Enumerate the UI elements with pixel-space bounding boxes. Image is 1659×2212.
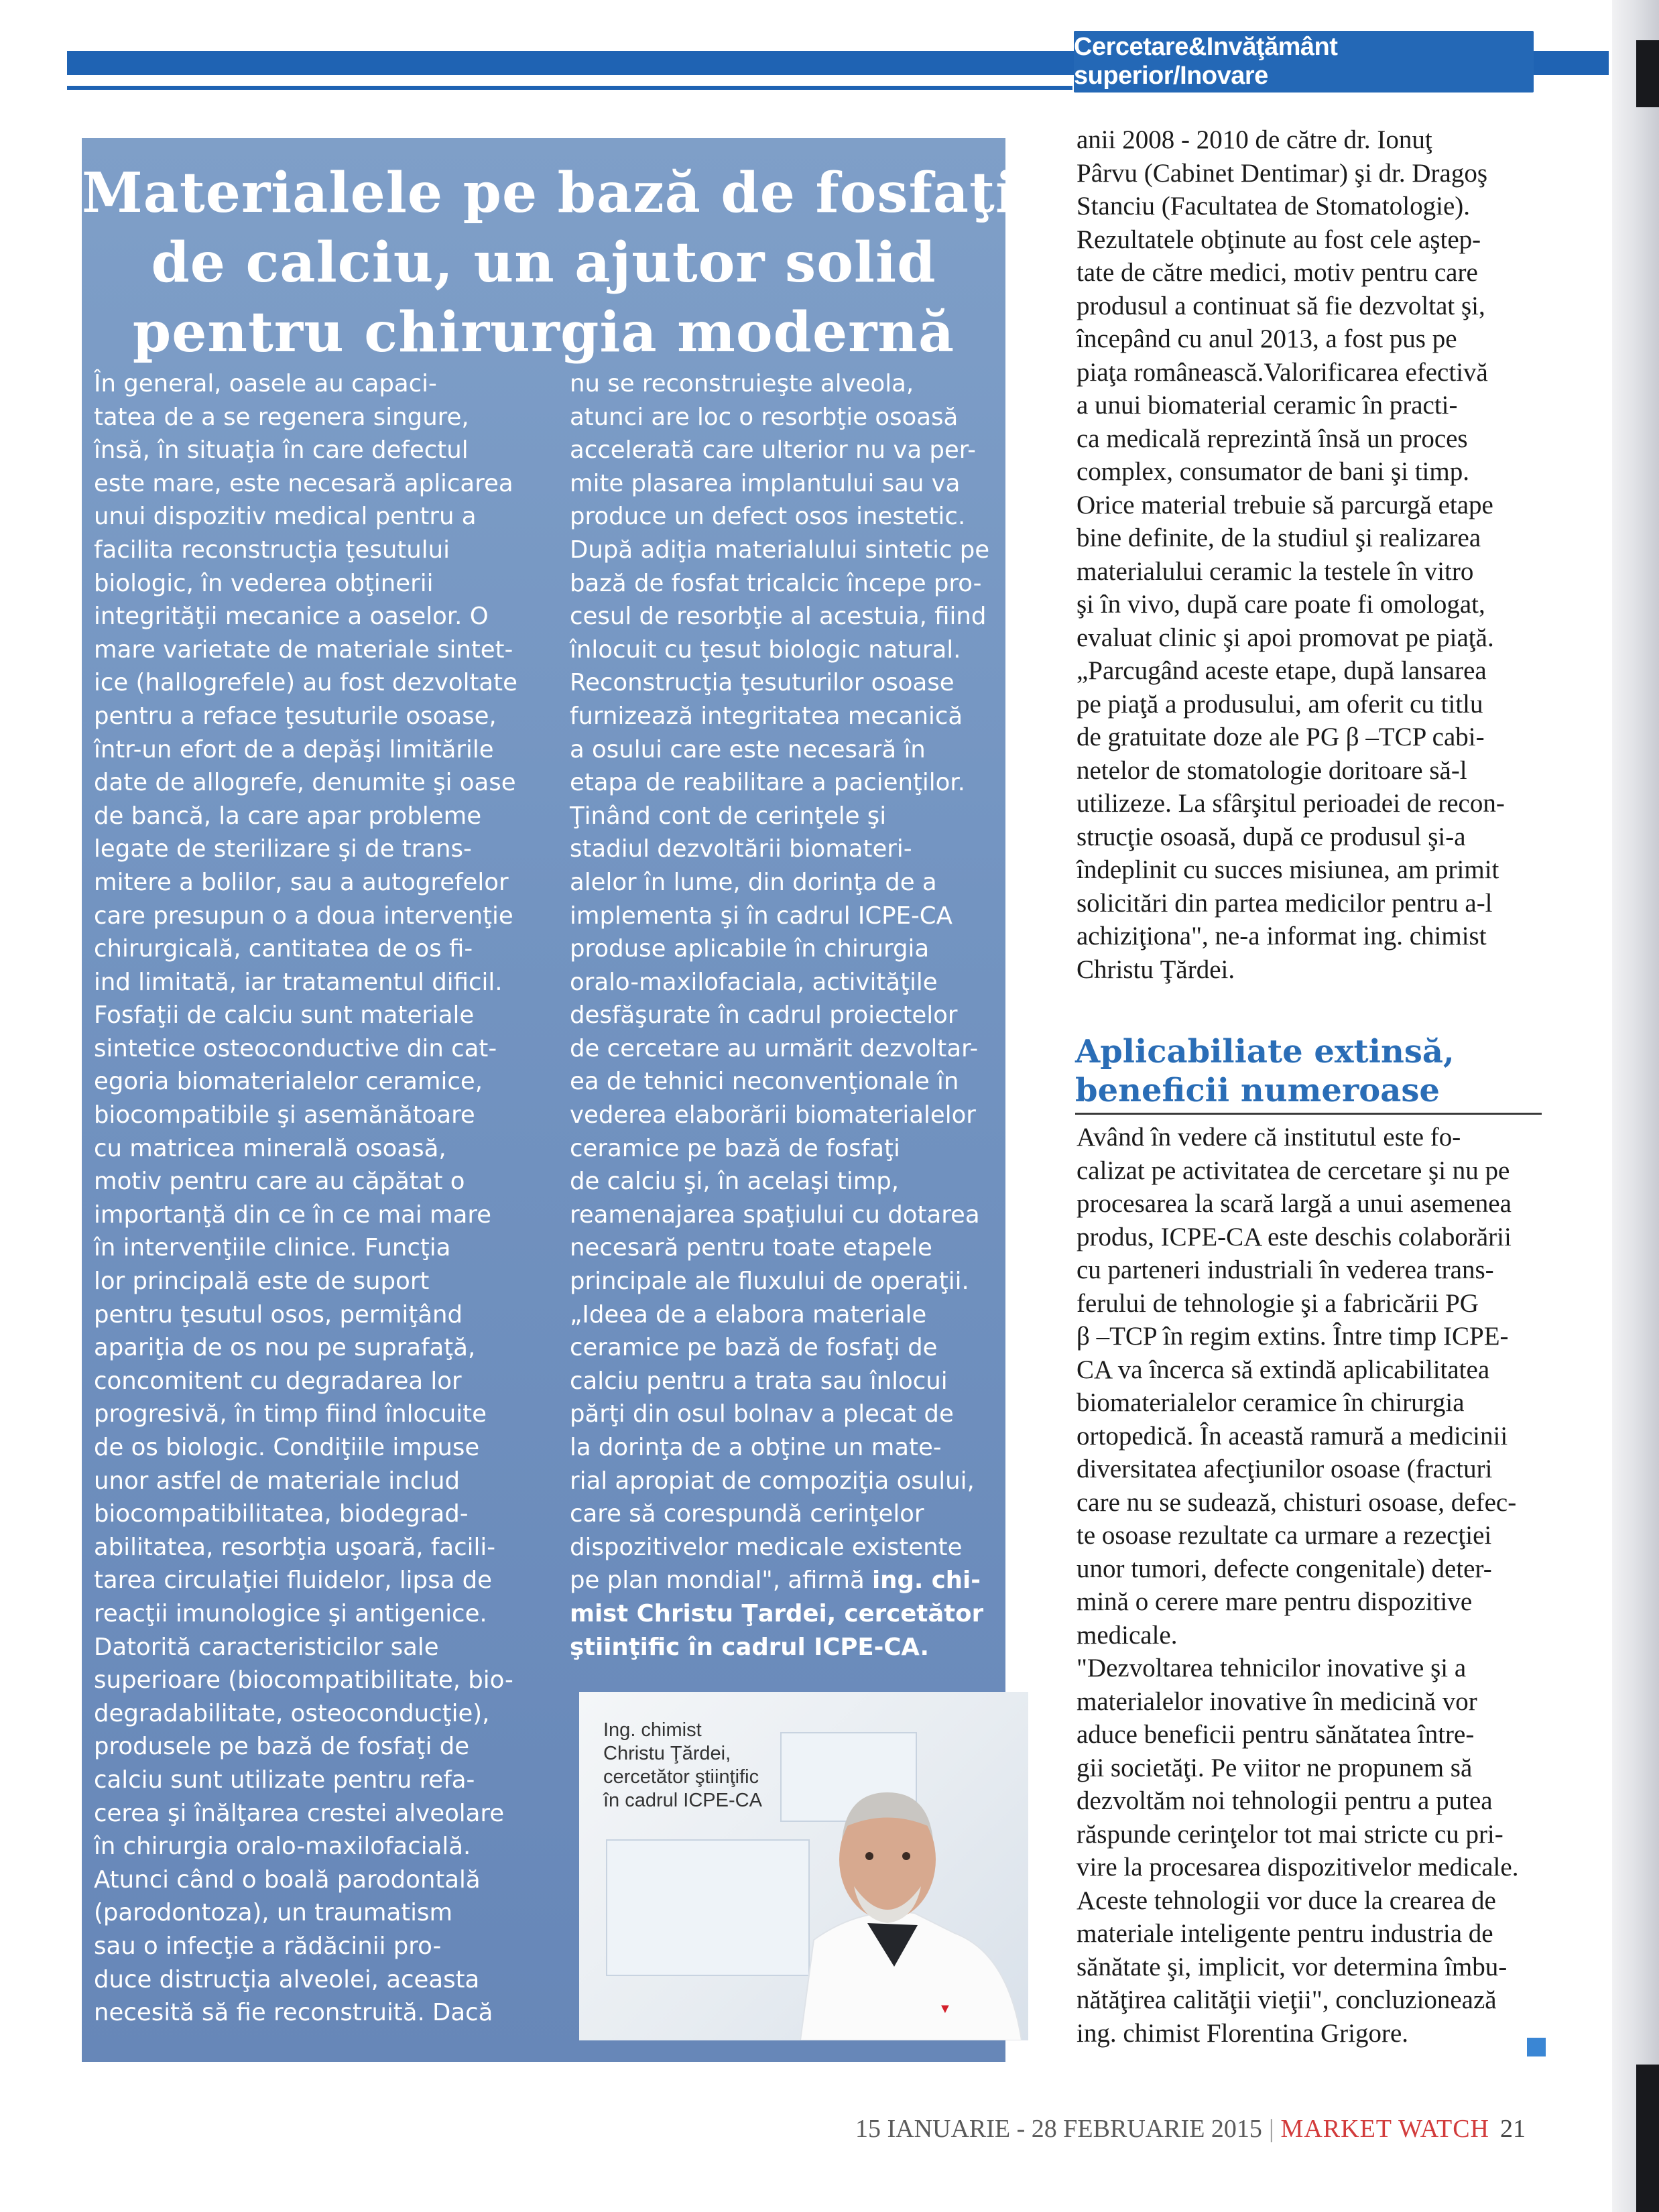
body-text-line: cu parteneri industriali în vederea trans- bbox=[1077, 1255, 1494, 1284]
body-text-line: duce distrucţia alveolei, aceasta bbox=[94, 1965, 480, 1993]
body-text-line: date de allogrefe, denumite şi oase bbox=[94, 769, 516, 797]
quoted-author: ing. chi- bbox=[872, 1566, 981, 1595]
body-text-line: principale ale fluxului de operaţii. bbox=[570, 1268, 969, 1296]
body-text-line: care presupun o a doua intervenţie bbox=[94, 902, 513, 930]
body-text-line: atunci are loc o resorbţie osoasă bbox=[570, 403, 959, 431]
quote-end-text: pe plan mondial", afirmă bbox=[570, 1566, 873, 1595]
body-text-line: a osului care este necesară în bbox=[570, 735, 926, 763]
quoted-author-line: mist Christu Ţardei, cercetător bbox=[570, 1599, 984, 1627]
body-text-line: mitere a bolilor, sau a autogrefelor bbox=[94, 868, 509, 896]
body-text-line: tarea circulaţiei fluidelor, lipsa de bbox=[94, 1566, 492, 1595]
body-text-line: materialului ceramic la testele în vitro bbox=[1077, 556, 1474, 586]
body-text-line: produsele pe bază de fosfaţi de bbox=[94, 1733, 470, 1761]
headline-line: Materialele pe bază de fosfaţi bbox=[82, 161, 1018, 225]
photo-caption bbox=[603, 1719, 762, 1812]
body-text-line: abilitatea, resorbţia uşoară, facili- bbox=[94, 1533, 496, 1561]
body-text-line: netelor de stomatologie doritoare să-l bbox=[1077, 755, 1467, 785]
body-text-line: unor tumori, defecte congenitale) deter- bbox=[1077, 1554, 1492, 1583]
body-text-line: necesită să fie reconstruită. Dacă bbox=[94, 1999, 493, 2027]
body-text-line: produsul a continuat să fie dezvoltat şi, bbox=[1077, 291, 1485, 320]
section-tab: Cercetare&Invăţământ superior/Inovare bbox=[1074, 31, 1534, 93]
body-text-line: gii societăţi. Pe viitor ne propunem să bbox=[1077, 1753, 1473, 1782]
page-edge-mark bbox=[1636, 40, 1659, 107]
body-text-line: produce un defect osos inestetic. bbox=[570, 503, 966, 531]
body-text-line: superioare (biocompatibilitate, bio- bbox=[94, 1666, 513, 1695]
body-text-line bbox=[570, 1564, 989, 1597]
body-text-line: Christu Ţărdei. bbox=[1077, 955, 1235, 984]
body-text-line: bază de fosfat tricalcic începe pro- bbox=[570, 569, 982, 597]
body-text-line: dispozitivelor medicale existente bbox=[570, 1533, 963, 1561]
body-text-line: materialelor inovative în medicină vor bbox=[1077, 1686, 1477, 1716]
body-text-line: evaluat clinic şi apoi promovat pe piaţă. bbox=[1077, 623, 1494, 652]
body-text-line: sau o infecţie a rădăcinii pro- bbox=[94, 1932, 442, 1960]
body-text-line: pe piaţă a produsului, am oferit cu titlu bbox=[1077, 689, 1483, 719]
body-text-line: vire la procesarea dispozitivelor medicale. bbox=[1077, 1853, 1519, 1882]
body-text-line: îndeplinit cu succes misiunea, am primit bbox=[1077, 855, 1499, 884]
body-text-line: pentru ţesutul osos, permiţând bbox=[94, 1300, 463, 1329]
body-text-line: lor principală este de suport bbox=[94, 1268, 430, 1296]
body-text-line: strucţie osoasă, după ce produsul şi-a bbox=[1077, 822, 1466, 851]
body-text-line: reacţii imunologice şi antigenice. bbox=[94, 1599, 487, 1627]
body-text-line: accelerată care ulterior nu va per- bbox=[570, 436, 976, 465]
body-text-line: "Dezvoltarea tehnicilor inovative şi a bbox=[1077, 1654, 1467, 1682]
body-text-line: tatea de a se regenera singure, bbox=[94, 403, 469, 431]
body-text-line: care să corespundă cerinţelor bbox=[570, 1500, 924, 1528]
body-text-line: utilizeze. La sfârşitul perioadei de recon- bbox=[1077, 789, 1505, 818]
body-text-line: bine definite, de la studiul şi realizarea bbox=[1077, 524, 1481, 552]
body-text-line: ind limitată, iar tratamentul dificil. bbox=[94, 968, 503, 996]
body-text-line: furnizează integritatea mecanică bbox=[570, 702, 963, 730]
photo-caption-line: cercetător ştiinţific bbox=[603, 1766, 759, 1788]
body-text-line: ca medicală reprezintă însă un proces bbox=[1077, 424, 1468, 453]
body-text-line: ice (hallogrefele) au fost dezvoltate bbox=[94, 669, 517, 697]
quoted-author-line: ştiinţific în cadrul ICPE-CA. bbox=[570, 1633, 930, 1661]
body-text-line: în chirurgia oralo-maxilofacială. bbox=[94, 1833, 471, 1861]
body-text-line: vederea elaborării biomaterialelor bbox=[570, 1101, 976, 1129]
page-footer bbox=[855, 2114, 1526, 2144]
body-text-line: etapa de reabilitare a pacienţilor. bbox=[570, 769, 965, 797]
body-text-line: stadiul dezvoltării biomateri- bbox=[570, 835, 912, 863]
body-text-line: într-un efort de a depăşi limitările bbox=[94, 735, 494, 763]
body-text-line: sănătate şi, implicit, vor determina îmbu- bbox=[1077, 1952, 1508, 1981]
body-text-line: piaţa românească.Valorificarea efectivă bbox=[1077, 357, 1488, 387]
lab-coat-logo: ▼ bbox=[938, 2002, 952, 2016]
body-text-line: importanţă din ce în ce mai mare bbox=[94, 1201, 492, 1229]
body-text-line: aduce beneficii pentru sănătatea între- bbox=[1077, 1720, 1475, 1749]
body-text-line: În general, oasele au capaci- bbox=[94, 370, 437, 397]
body-text-line: de bancă, la care apar probleme bbox=[94, 802, 482, 830]
body-text-line: biocompatibilitatea, biodegrad- bbox=[94, 1500, 469, 1528]
portrait-photo bbox=[579, 1692, 1028, 2040]
article-column-3-continued bbox=[1077, 1121, 1546, 2050]
body-text-line: răspunde cerinţelor tot mai stricte cu pri- bbox=[1077, 1819, 1503, 1849]
body-text-line: însă, în situaţia în care defectul bbox=[94, 436, 469, 465]
body-text-line: mite plasarea implantului sau va bbox=[570, 469, 961, 497]
body-text-line: „Ideea de a elabora materiale bbox=[570, 1300, 927, 1329]
body-text-line: degradabilitate, osteoconducţie), bbox=[94, 1699, 490, 1727]
body-text-line: produse aplicabile în chirurgia bbox=[570, 935, 930, 963]
body-text-line: progresivă, în timp fiind înlocuite bbox=[94, 1400, 487, 1428]
body-text-line: mină o cerere mare pentru dispozitive bbox=[1077, 1587, 1473, 1616]
body-text-line: biocompatibile şi asemănătoare bbox=[94, 1101, 475, 1129]
page-edge bbox=[1612, 0, 1659, 2212]
body-text-line: β –TCP în regim extins. Între timp ICPE- bbox=[1077, 1322, 1509, 1351]
body-text-line: Fosfaţii de calciu sunt materiale bbox=[94, 1001, 475, 1030]
body-text-line: alelor în lume, din dorinţa de a bbox=[570, 868, 937, 896]
body-text-line: Pârvu (Cabinet Dentimar) şi dr. Dragoş bbox=[1077, 158, 1488, 188]
body-text-line: unor astfel de materiale includ bbox=[94, 1467, 460, 1495]
article-headline bbox=[82, 158, 1018, 367]
article-subheading bbox=[1075, 1032, 1542, 1115]
body-text-line: egoria biomaterialelor ceramice, bbox=[94, 1068, 483, 1096]
body-text-line: ceramice pe bază de fosfaţi bbox=[570, 1134, 900, 1162]
body-text-line: apariţia de os nou pe suprafaţă, bbox=[94, 1334, 476, 1362]
body-text-line: Datorită caracteristicilor sale bbox=[94, 1633, 439, 1661]
body-text-line: pentru a reface ţesuturile osoase, bbox=[94, 702, 497, 730]
body-text-line: desfăşurate în cadrul proiectelor bbox=[570, 1001, 958, 1030]
photo-caption-line: Ing. chimist bbox=[603, 1719, 702, 1741]
body-text-line: mare varietate de materiale sintet- bbox=[94, 635, 513, 664]
body-text-line: legate de sterilizare şi de trans- bbox=[94, 835, 472, 863]
body-text-line: nătăţirea calităţii vieţii", concluzionează bbox=[1077, 1985, 1497, 2014]
body-text-line: tate de către medici, motiv pentru care bbox=[1077, 258, 1478, 287]
body-text-line: înlocuit cu ţesut biologic natural. bbox=[570, 635, 961, 664]
body-text-line: reamenajarea spaţiului cu dotarea bbox=[570, 1201, 980, 1229]
body-text-line: După adiţia materialului sintetic pe bbox=[570, 536, 990, 564]
body-text-line: anii 2008 - 2010 de către dr. Ionuţ bbox=[1077, 125, 1432, 154]
body-text-line: a unui biomaterial ceramic în practi- bbox=[1077, 391, 1458, 420]
body-text-line: implementa şi în cadrul ICPE-CA bbox=[570, 902, 953, 930]
body-text-line: produs, ICPE-CA este deschis colaborării bbox=[1077, 1222, 1512, 1251]
issue-date: 15 IANUARIE - 28 FEBRUARIE 2015 bbox=[855, 2115, 1262, 2143]
body-text-line: de os biologic. Condiţiile impuse bbox=[94, 1434, 480, 1461]
body-text-line: nu se reconstruieşte alveola, bbox=[570, 370, 914, 397]
body-text-line: care nu se sudează, chisturi osoase, defec- bbox=[1077, 1487, 1517, 1517]
page-edge-mark bbox=[1636, 2065, 1659, 2212]
body-text-line: biomaterialelor ceramice în chirurgia bbox=[1077, 1388, 1465, 1417]
body-text-line: unui dispozitiv medical pentru a bbox=[94, 503, 477, 531]
body-text-line: diversitatea afecţiunilor osoase (fracturi bbox=[1077, 1455, 1493, 1483]
body-text-line: necesară pentru toate etapele bbox=[570, 1234, 932, 1262]
body-text-line: integrităţii mecanice a oaselor. O bbox=[94, 603, 489, 631]
body-text-line: cu matricea minerală osoasă, bbox=[94, 1134, 446, 1162]
photo-caption-line: în cadrul ICPE-CA bbox=[603, 1790, 762, 1811]
body-text-line: motiv pentru care au căpătat o bbox=[94, 1168, 465, 1196]
body-text-line: de gratuitate doze ale PG β –TCP cabi- bbox=[1077, 723, 1485, 751]
body-text-line: este mare, este necesară aplicarea bbox=[94, 469, 513, 497]
body-text-line: procesarea la scară largă a unui asemenea bbox=[1077, 1189, 1512, 1218]
photo-caption-line: Christu Ţărdei, bbox=[603, 1743, 731, 1764]
body-text-line: calciu pentru a trata sau înlocui bbox=[570, 1367, 948, 1395]
body-text-line: concomitent cu degradarea lor bbox=[94, 1367, 462, 1395]
body-text-line: „Parcugând aceste etape, după lansarea bbox=[1077, 656, 1487, 685]
body-text-line: în intervenţiile clinice. Funcţia bbox=[94, 1234, 451, 1262]
body-text-line: părţi din osul bolnav a plecat de bbox=[570, 1400, 954, 1428]
body-text-line: CA va încerca să extindă aplicabilitatea bbox=[1077, 1355, 1490, 1384]
body-text-line: cerea şi înălţarea crestei alveolare bbox=[94, 1799, 505, 1827]
header-rule-thin bbox=[67, 86, 1072, 90]
article-column-2 bbox=[570, 367, 989, 1664]
body-text-line: începând cu anul 2013, a fost pus pe bbox=[1077, 324, 1457, 353]
body-text-line: dezvoltăm noi tehnologii pentru a putea bbox=[1077, 1786, 1493, 1815]
body-text-line: ceramice pe bază de fosfaţi de bbox=[570, 1334, 938, 1362]
body-text-line: Atunci când o boală parodontală bbox=[94, 1865, 481, 1894]
body-text-line: de cercetare au urmărit dezvoltar- bbox=[570, 1034, 979, 1062]
headline-line: pentru chirurgia modernă bbox=[132, 300, 955, 365]
body-text-line: Rezultatele obţinute au fost cele aştep- bbox=[1077, 225, 1481, 254]
body-text-line: solicitări din partea medicilor pentru a-l bbox=[1077, 888, 1493, 918]
body-text-line: (parodontoza), un traumatism bbox=[94, 1899, 453, 1927]
body-text-line: chirurgicală, cantitatea de os fi- bbox=[94, 935, 473, 963]
article-column-1 bbox=[94, 367, 517, 2030]
body-text-line: ortopedică. În această ramură a medicinii bbox=[1077, 1421, 1508, 1451]
body-text-line: ea de tehnici neconvenţionale în bbox=[570, 1068, 959, 1096]
body-text-line: Ţinând cont de cerinţele şi bbox=[570, 802, 887, 830]
body-text-line: şi în vivo, după care poate fi omologat, bbox=[1077, 590, 1485, 619]
subheading-line: Aplicabiliate extinsă, bbox=[1075, 1033, 1455, 1070]
body-text-line: oralo-maxilofaciala, activităţile bbox=[570, 968, 938, 996]
body-text-line: sintetice osteoconductive din cat- bbox=[94, 1034, 497, 1062]
body-text-line: materiale inteligente pentru industria de bbox=[1077, 1919, 1493, 1948]
body-text-line: facilita reconstrucţia ţesutului bbox=[94, 536, 450, 564]
body-text-line: cesul de resorbţie al acestuia, fiind bbox=[570, 603, 987, 631]
end-of-article-mark bbox=[1527, 2038, 1546, 2056]
magazine-name: MARKET WATCH bbox=[1280, 2115, 1490, 2143]
subheading-line: beneficii numeroase bbox=[1075, 1072, 1440, 1109]
body-text-line: la dorinţa de a obţine un mate- bbox=[570, 1434, 942, 1461]
footer-separator: | bbox=[1268, 2115, 1274, 2143]
body-text-line: calciu sunt utilizate pentru refa- bbox=[94, 1766, 475, 1794]
body-text-line: ing. chimist Florentina Grigore. bbox=[1077, 2018, 1409, 2048]
page-number: 21 bbox=[1500, 2115, 1526, 2143]
body-text-line: ferului de tehnologie şi a fabricării PG bbox=[1077, 1288, 1479, 1318]
body-text-line: Reconstrucţia ţesuturilor osoase bbox=[570, 669, 955, 697]
body-text-line: complex, consumator de bani şi timp. bbox=[1077, 457, 1469, 486]
body-text-line: achiziţiona", ne-a informat ing. chimist bbox=[1077, 922, 1487, 950]
body-text-line: Orice material trebuie să parcurgă etape bbox=[1077, 490, 1493, 519]
body-text-line: de calciu şi, în acelaşi timp, bbox=[570, 1168, 900, 1196]
headline-line: de calciu, un ajutor solid bbox=[151, 231, 936, 295]
body-text-line: Aceste tehnologii vor duce la crearea de bbox=[1077, 1886, 1496, 1915]
article-column-3 bbox=[1077, 123, 1546, 986]
body-text-line: biologic, în vederea obţinerii bbox=[94, 569, 434, 597]
body-text-line: Având în vedere că institutul este fo- bbox=[1077, 1123, 1461, 1152]
body-text-line: te osoase rezultate ca urmare a rezecţiei bbox=[1077, 1521, 1492, 1550]
body-text-line: Stanciu (Facultatea de Stomatologie). bbox=[1077, 192, 1470, 221]
body-text-line: medicale. bbox=[1077, 1620, 1178, 1650]
body-text-line: calizat pe activitatea de cercetare şi nu pe bbox=[1077, 1156, 1510, 1185]
body-text-line: rial apropiat de compoziţia osului, bbox=[570, 1467, 975, 1495]
